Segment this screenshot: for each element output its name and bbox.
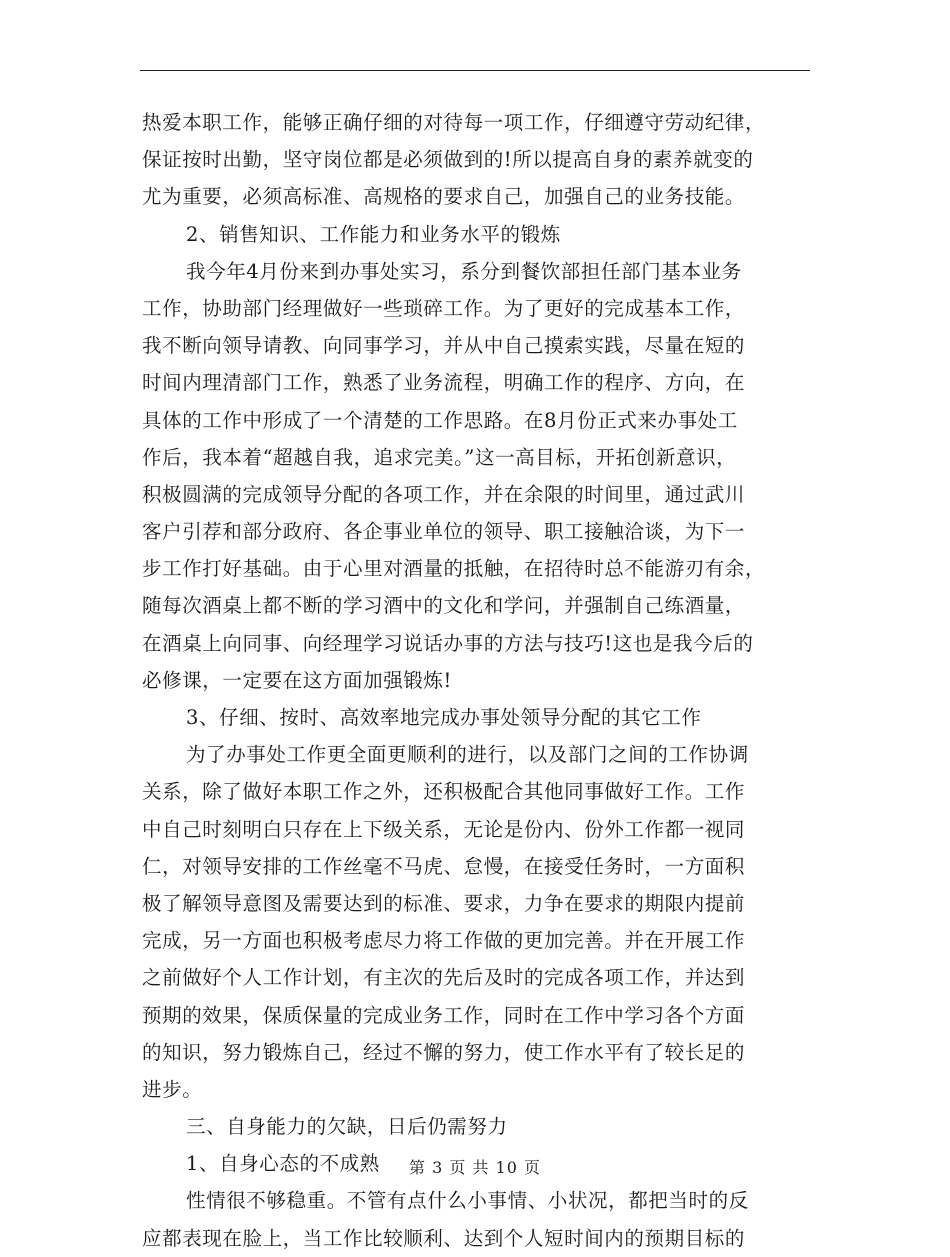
text-line: 必修课，一定要在这方面加强锻炼! [142, 668, 452, 692]
text-line: 应都表现在脸上，当工作比较顺利、达到个人短时间内的预期目标的 [142, 1226, 746, 1250]
text-line: 在酒桌上向同事、向经理学习说话办事的方法与技巧!这也是我今后的 [142, 631, 754, 655]
text-line: 尤为重要，必须高标准、高规格的要求自己，加强自己的业务技能。 [142, 185, 746, 209]
text-line: 随每次酒桌上都不断的学习酒中的文化和学问，并强制自己练酒量， [142, 594, 746, 618]
page-number-footer: 第 3 页 共 10 页 [409, 1158, 541, 1177]
text-line: 客户引荐和部分政府、各企事业单位的领导、职工接触洽谈，为下一 [142, 520, 746, 544]
text-line: 极了解领导意图及需要达到的标准、要求，力争在要求的期限内提前 [142, 891, 746, 915]
document-body [142, 104, 810, 1257]
text-line: 1、自身心态的不成熟 [186, 1152, 380, 1176]
text-line: 具体的工作中形成了一个清楚的工作思路。在8月份正式来办事处工 [142, 408, 738, 432]
text-line: 进步。 [142, 1077, 203, 1101]
text-line: 仁，对领导安排的工作丝毫不马虎、怠慢，在接受任务时，一方面积 [142, 854, 746, 878]
text-line: 关系，除了做好本职工作之外，还积极配合其他同事做好工作。工作 [142, 780, 746, 804]
text-line: 的知识，努力锻炼自己，经过不懈的努力，使工作水平有了较长足的 [142, 1040, 746, 1064]
text-line: 性情很不够稳重。不管有点什么小事情、小状况，都把当时的反 [186, 1189, 749, 1213]
text-line: 中自己时刻明白只存在上下级关系，无论是份内、份外工作都一视同 [142, 817, 746, 841]
text-line: 时间内理清部门工作，熟悉了业务流程，明确工作的程序、方向，在 [142, 371, 746, 395]
text-line: 三、自身能力的欠缺，日后仍需努力 [186, 1115, 508, 1139]
text-line: 工作，协助部门经理做好一些琐碎工作。为了更好的完成基本工作， [142, 296, 746, 320]
text-line: 保证按时出勤，坚守岗位都是必须做到的!所以提高自身的素养就变的 [142, 148, 754, 172]
text-line: 之前做好个人工作计划，有主次的先后及时的完成各项工作，并达到 [142, 966, 746, 990]
text-line: 作后，我本着“超越自我，追求完美。”这一高目标，开拓创新意识， [142, 445, 737, 469]
text-line: 积极圆满的完成领导分配的各项工作，并在余限的时间里，通过武川 [142, 482, 746, 506]
text-line: 2、销售知识、工作能力和业务水平的锻炼 [186, 222, 561, 246]
text-line: 热爱本职工作，能够正确仔细的对待每一项工作，仔细遵守劳动纪律， [142, 111, 766, 134]
text-line: 我不断向领导请教、向同事学习，并从中自己摸索实践，尽量在短的 [142, 334, 746, 358]
text-line: 为了办事处工作更全面更顺利的进行，以及部门之间的工作协调 [186, 743, 749, 767]
text-line: 步工作打好基础。由于心里对酒量的抵触，在招待时总不能游刃有余， [142, 557, 766, 581]
text-line: 3、仔细、按时、高效率地完成办事处领导分配的其它工作 [186, 706, 702, 729]
header-rule [140, 70, 810, 71]
text-line: 完成，另一方面也积极考虑尽力将工作做的更加完善。并在开展工作 [142, 929, 746, 953]
text-line: 预期的效果，保质保量的完成业务工作，同时在工作中学习各个方面 [142, 1003, 746, 1027]
text-line: 我今年4月份来到办事处实习，系分到餐饮部担任部门基本业务 [186, 259, 742, 283]
